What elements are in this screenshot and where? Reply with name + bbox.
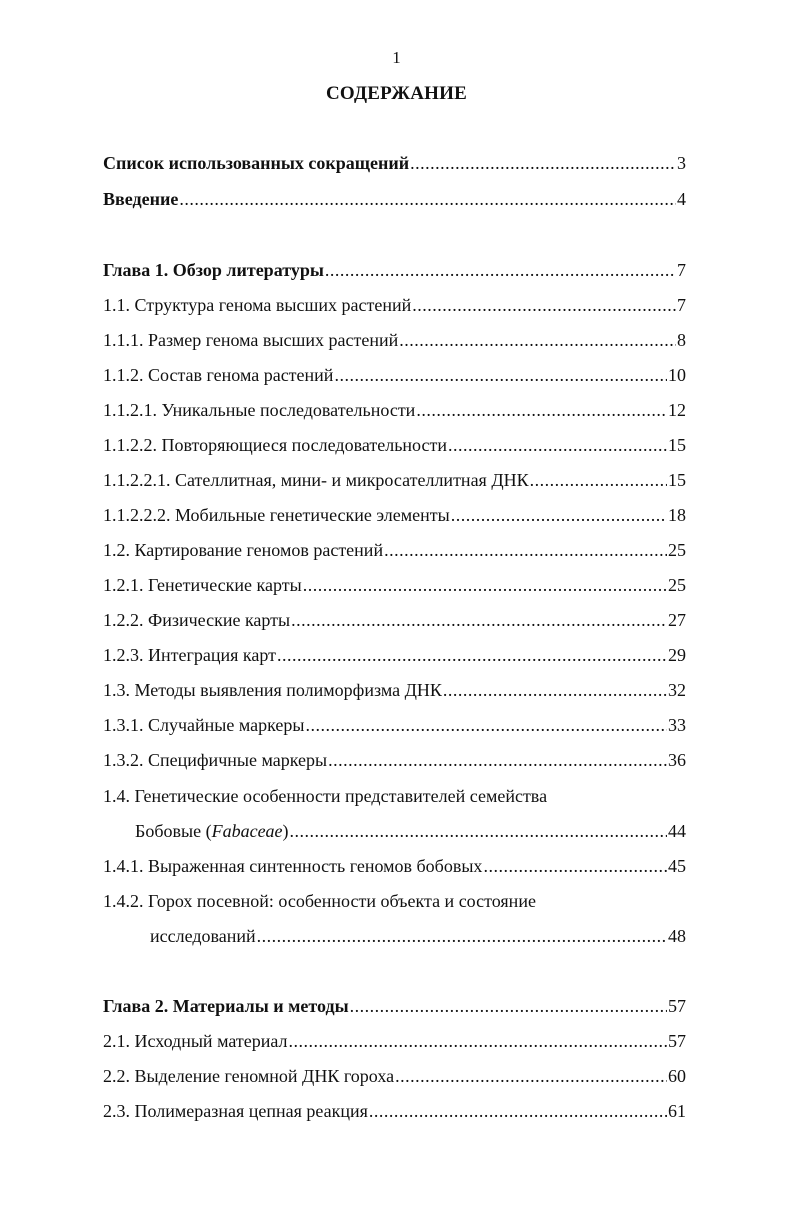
toc-entry-introduction[interactable] [103, 186, 686, 212]
toc-leader-dots [443, 677, 667, 703]
toc-entry-label: Глава 1. Обзор литературы [103, 260, 324, 280]
toc-leader-dots [179, 186, 676, 212]
toc-entry-page: 25 [668, 575, 686, 595]
toc-entry-label: 1.3.1. Случайные маркеры [103, 715, 305, 735]
page-title: СОДЕРЖАНИЕ [326, 83, 467, 104]
toc-entry-1-3-1[interactable] [103, 712, 686, 738]
toc-entry-page: 48 [668, 926, 686, 946]
toc-entry-page: 12 [668, 400, 686, 420]
toc-leader-dots [290, 818, 667, 844]
toc-entry-label: 1.2.3. Интеграция карт [103, 645, 276, 665]
toc-entry-page: 18 [668, 505, 686, 525]
toc-entry-2-3[interactable] [103, 1098, 686, 1124]
toc-leader-dots [325, 257, 676, 283]
toc-entry-label: Глава 2. Материалы и методы [103, 996, 349, 1016]
toc-entry-label: 1.3.2. Специфичные маркеры [103, 750, 328, 770]
toc-leader-dots [412, 292, 676, 318]
toc-entry-page: 25 [668, 540, 686, 560]
toc-entry-label: 1.1.2.2. Повторяющиеся последовательности [103, 435, 447, 455]
toc-entry-2-2[interactable] [103, 1063, 686, 1089]
toc-entry-1-2-3[interactable] [103, 642, 686, 668]
toc-leader-dots [483, 853, 667, 879]
toc-entry-1-1-2-1[interactable] [103, 397, 686, 423]
toc-entry-1-4[interactable] [135, 818, 686, 844]
toc-entry-label: 1.1.2.1. Уникальные последовательности [103, 400, 416, 420]
toc-entry-chapter-1[interactable] [103, 257, 686, 283]
toc-entry-label: 1.1.2.2.2. Мобильные генетические элементы [103, 505, 450, 525]
toc-entry-1-1-1[interactable] [103, 327, 686, 353]
toc-leader-dots [350, 993, 667, 1019]
toc-leader-dots [288, 1028, 667, 1054]
toc-leader-dots [328, 747, 667, 773]
toc-entry-chapter-2[interactable] [103, 993, 686, 1019]
toc-entry-label-suffix: ) [282, 821, 289, 841]
toc-entry-1-3[interactable] [103, 677, 686, 703]
toc-leader-dots [277, 642, 667, 668]
toc-entry-1-4-2[interactable] [150, 923, 686, 949]
toc-entry-label: 1.3. Методы выявления полиморфизма ДНК [103, 680, 442, 700]
toc-entry-label: 1.4.1. Выраженная синтенность геномов бобовых [103, 856, 483, 876]
page-number: 1 [392, 48, 401, 67]
toc-leader-dots [257, 923, 667, 949]
toc-entry-1-1-2[interactable] [103, 362, 686, 388]
toc-entry-page: 29 [668, 645, 686, 665]
toc-leader-dots [291, 607, 667, 633]
toc-entry-label: 2.1. Исходный материал [103, 1031, 288, 1051]
toc-entry-label: 1.1.2. Состав генома растений [103, 365, 334, 385]
toc-entry-1-1-2-2-2[interactable] [103, 502, 686, 528]
toc-entry-1-3-2[interactable] [103, 747, 686, 773]
toc-leader-dots [416, 397, 667, 423]
toc-entry-label: 1.1.2.2.1. Сателлитная, мини- и микросателлитная ДНК [103, 470, 529, 490]
toc-leader-dots [530, 467, 667, 493]
toc-entry-1-1-2-2[interactable] [103, 432, 686, 458]
toc-entry-page: 57 [668, 996, 686, 1016]
toc-entry-1-1[interactable] [103, 292, 686, 318]
toc-entry-page: 8 [677, 330, 686, 350]
toc-leader-dots [448, 432, 667, 458]
toc-leader-dots [303, 572, 667, 598]
toc-entry-page: 36 [668, 750, 686, 770]
toc-leader-dots [369, 1098, 667, 1124]
toc-entry-page: 7 [677, 295, 686, 315]
toc-entry-1-4-line1[interactable]: 1.4. Генетические особенности представителей семейства [103, 786, 548, 806]
toc-entry-2-1[interactable] [103, 1028, 686, 1054]
toc-entry-page: 61 [668, 1101, 686, 1121]
toc-entry-label-italic: Fabaceae [211, 821, 283, 841]
toc-entry-label [135, 818, 289, 844]
toc-entry-1-2-2[interactable] [103, 607, 686, 633]
toc-entry-page: 15 [668, 435, 686, 455]
toc-entry-label: 1.2.2. Физические карты [103, 610, 291, 630]
toc-entry-1-2[interactable] [103, 537, 686, 563]
toc-entry-1-4-2-line1[interactable]: 1.4.2. Горох посевной: особенности объекта и состояние [103, 891, 536, 911]
toc-entry-label: 1.1.1. Размер генома высших растений [103, 330, 399, 350]
toc-entry-page: 57 [668, 1031, 686, 1051]
toc-leader-dots [306, 712, 667, 738]
toc-leader-dots [334, 362, 667, 388]
toc-entry-label: 1.2. Картирование геномов растений [103, 540, 384, 560]
toc-entry-label: Введение [103, 189, 179, 209]
toc-entry-page: 15 [668, 470, 686, 490]
toc-entry-page: 10 [668, 365, 686, 385]
toc-entry-1-4-1[interactable] [103, 853, 686, 879]
toc-leader-dots [384, 537, 667, 563]
toc-entry-page: 3 [677, 153, 686, 173]
toc-entry-label: Список использованных сокращений [103, 153, 410, 173]
toc-entry-label: исследований [150, 926, 256, 946]
toc-entry-label: 2.3. Полимеразная цепная реакция [103, 1101, 368, 1121]
toc-leader-dots [410, 150, 676, 176]
toc-entry-abbreviations[interactable] [103, 150, 686, 176]
toc-entry-page: 45 [668, 856, 686, 876]
table-of-contents [103, 0, 686, 1219]
toc-leader-dots [395, 1063, 667, 1089]
toc-entry-label: 2.2. Выделение геномной ДНК гороха [103, 1066, 395, 1086]
toc-entry-1-1-2-2-1[interactable] [103, 467, 686, 493]
toc-entry-page: 4 [677, 189, 686, 209]
toc-entry-label: 1.2.1. Генетические карты [103, 575, 302, 595]
toc-entry-label-prefix: Бобовые ( [135, 821, 212, 841]
toc-entry-page: 27 [668, 610, 686, 630]
toc-entry-page: 33 [668, 715, 686, 735]
toc-leader-dots [399, 327, 676, 353]
toc-entry-page: 32 [668, 680, 686, 700]
toc-entry-page: 7 [677, 260, 686, 280]
toc-entry-label: 1.1. Структура генома высших растений [103, 295, 412, 315]
toc-entry-page: 60 [668, 1066, 686, 1086]
toc-entry-1-2-1[interactable] [103, 572, 686, 598]
toc-leader-dots [451, 502, 667, 528]
toc-entry-page: 44 [668, 821, 686, 841]
